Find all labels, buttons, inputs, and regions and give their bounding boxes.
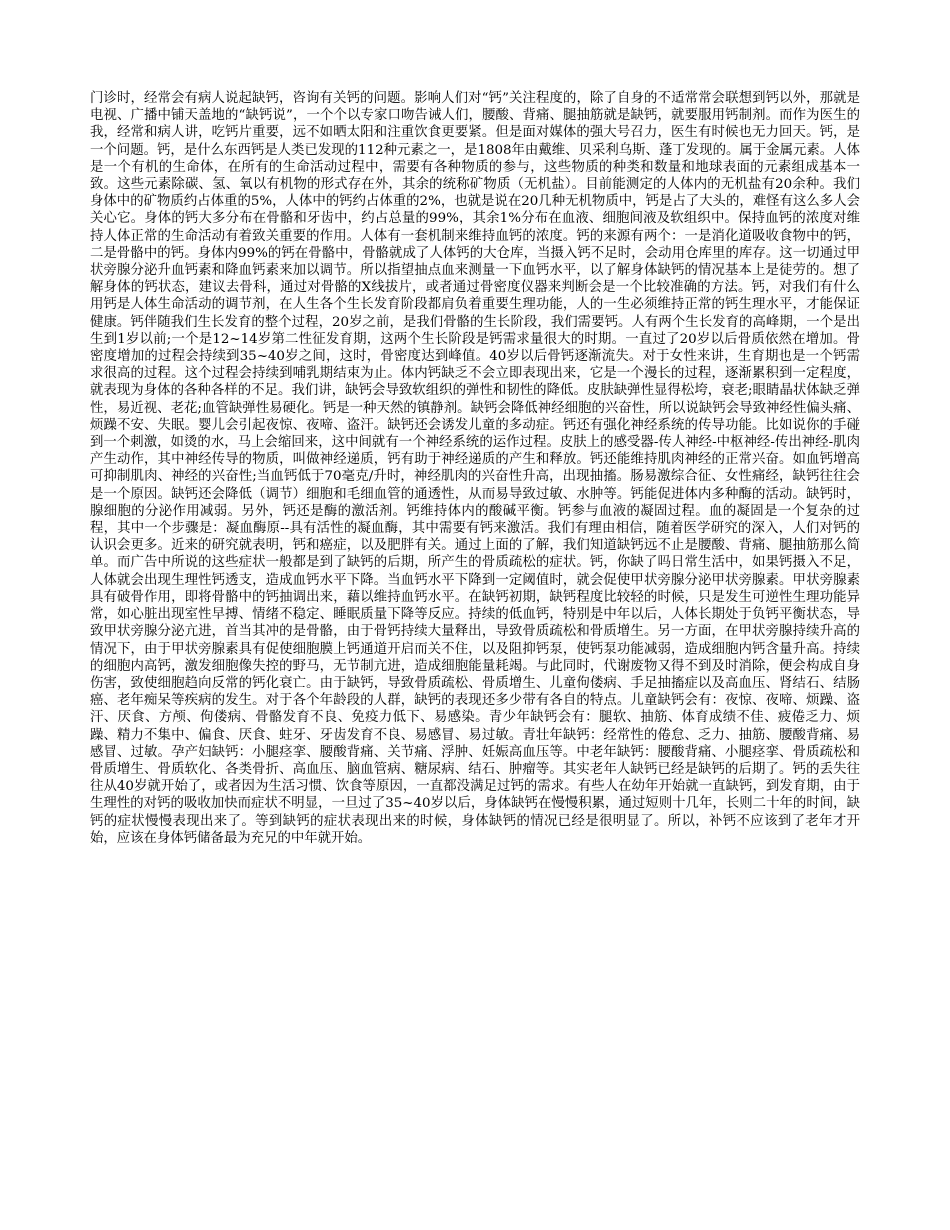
body-paragraph: 门诊时，经常会有病人说起缺钙，咨询有关钙的问题。影响人们对“钙”关注程度的，除了自身的不适常常会联想到钙以外，那就是电视、广播中铺天盖地的“缺钙说”，一个个以专家口吻告诫人们，腰酸、背痛、腿抽筋就是缺钙，就要服用钙制剂。而作为医生的我，经常和病人讲，吃钙片重要，远不如晒太阳和注重饮食更要紧。但是面对媒体的强大号召力，医生有时候也无力回天。钙，是一个问题。钙，是什么东西钙是人类已发现的112种元素之一，是1808年由戴维、贝采利乌斯、蓬丁发现的。属于金属元素。人体是一个有机的生命体，在所有的生命活动过程中，需要有各种物质的参与，这些物质的种类和数量和地球表面的元素组成基本一致。这些元素除碳、氢、氧以有机物的形式存在外，其余的统称矿物质（无机盐）。目前能测定的人体内的无机盐有20余种。我们身体中的矿物质约占体重的5%，人体中的钙约占体重的2%，也就是说在20几种无机物质中，钙是占了大头的，难怪有这么多人会关心它。身体的钙大多分布在骨骼和牙齿中，约占总量的99%，其余1%分布在血液、细胞间液及软组织中。保持血钙的浓度对维持人体正常的生命活动有着致关重要的作用。人体有一套机制来维持血钙的浓度。钙的来源有两个：一是消化道吸收食物中的钙，二是骨骼中的钙。身体内99%的钙在骨骼中，骨骼就成了人体钙的大仓库，当摄入钙不足时，会动用仓库里的库存。这一切通过甲状旁腺分泌升血钙素和降血钙素来加以调节。所以指望抽点血来测量一下血钙水平，以了解身体缺钙的情况基本上是徒劳的。想了解身体的钙状态，建议去骨科，通过对骨骼的X线拔片，或者通过骨密度仪器来判断会是一个比较准确的方法。钙，对我们有什么用钙是人体生命活动的调节剂，在人生各个生长发育阶段都肩负着重要生理功能，人的一生必须维持正常的钙生理水平，才能保证健康。钙伴随我们生长发育的整个过程，20岁之前，是我们骨骼的生长阶段，我们需要钙。人有两个生长发育的高峰期，一个是出生到1岁以前;一个是12~14岁第二性征发育期，这两个生长阶段是钙需求量很大的时期。一直过了20岁以后骨质依然在增加。骨密度增加的过程会持续到35~40岁之间，这时，骨密度达到峰值。40岁以后骨钙逐渐流失。对于女性来讲，生育期也是一个钙需求很高的过程。这个过程会持续到哺乳期结束为止。体内钙缺乏不会立即表现出来，它是一个漫长的过程，逐渐累积到一定程度，就表现为身体的各种各样的不足。我们讲，缺钙会导致软组织的弹性和韧性的降低。皮肤缺弹性显得松垮，衰老;眼睛晶状体缺乏弹性，易近视、老花;血管缺弹性易硬化。钙是一种天然的镇静剂。缺钙会降低神经细胞的兴奋性，所以说缺钙会导致神经性偏头痛、烦躁不安、失眠。婴儿会引起夜惊、夜啼、盗汗。缺钙还会诱发儿童的多动症。钙还有强化神经系统的传导功能。比如说你的手碰到一个刺激，如烫的水，马上会缩回来，这中间就有一个神经系统的运作过程。皮肤上的感受器-传人神经-中枢神经-传出神经-肌肉产生动作，其中神经传导的物质，叫做神经递质，钙有助于神经递质的产生和释放。钙还能维持肌肉神经的正常兴奋。如血钙增高可抑制肌肉、神经的兴奋性;当血钙低于70毫克/升时，神经肌肉的兴奋性升高，出现抽搐。肠易激综合征、女性痛经，缺钙往往会是一个原因。缺钙还会降低（调节）细胞和毛细血管的通透性，从而易导致过敏、水肿等。钙能促进体内多种酶的活动。缺钙时，腺细胞的分泌作用减弱。另外，钙还是酶的激活剂。钙维持体内的酸碱平衡。钙参与血液的凝固过程。血的凝固是一个复杂的过程，其中一个步骤是：凝血酶原--具有活性的凝血酶，其中需要有钙来激活。我们有理由相信，随着医学研究的深入，人们对钙的认识会更多。近来的研究就表明，钙和癌症，以及肥胖有关。通过上面的了解，我们知道缺钙远不止是腰酸、背痛、腿抽筋那么简单。而广告中所说的这些症状一般都是到了缺钙的后期，所产生的骨质疏松的症状。钙，你缺了吗日常生活中，如果钙摄入不足，人体就会出现生理性钙透支，造成血钙水平下降。当血钙水平下降到一定阈值时，就会促使甲状旁腺分泌甲状旁腺素。甲状旁腺素具有破骨作用，即将骨骼中的钙抽调出来，藉以维持血钙水平。在缺钙初期，缺钙程度比较轻的时候，只是发生可逆性生理功能异常，如心脏出现室性早搏、情绪不稳定、睡眠质量下降等反应。持续的低血钙，特别是中年以后，人体长期处于负钙平衡状态，导致甲状旁腺分泌亢进，首当其冲的是骨骼，由于骨钙持续大量释出，导致骨质疏松和骨质增生。另一方面，在甲状旁腺持续升高的情况下，由于甲状旁腺素具有促使细胞膜上钙通道开启而关不住，以及阻抑钙泵，使钙泵功能减弱，造成细胞内钙含量升高。持续的细胞内高钙，激发细胞像失控的野马，无节制亢进，造成细胞能量耗竭。与此同时，代谢废物又得不到及时消除，便会构成自身伤害，致使细胞趋向反常的钙化衰亡。由于缺钙，导致骨质疏松、骨质增生、儿童佝偻病、手足抽搐症以及高血压、肾结石、结肠癌、老年痴呆等疾病的发生。对于各个年龄段的人群，缺钙的表现还多少带有各自的特点。儿童缺钙会有：夜惊、夜啼、烦躁、盗汗、厌食、方颅、佝偻病、骨骼发育不良、免疫力低下、易感染。青少年缺钙会有：腿软、抽筋、体育成绩不佳、疲倦乏力、烦躁、精力不集中、偏食、厌食、蛀牙、牙齿发育不良、易感冒、易过敏。青壮年缺钙：经常性的倦怠、乏力、抽筋、腰酸背痛、易感冒、过敏。孕产妇缺钙：小腿痉挛、腰酸背痛、关节痛、浮肿、妊娠高血压等。中老年缺钙：腰酸背痛、小腿痉挛、骨质疏松和骨质增生、骨质软化、各类骨折、高血压、脑血管病、糖尿病、结石、肿瘤等。其实老年人缺钙已经是缺钙的后期了。钙的丢失往往从40岁就开始了，或者因为生活习惯、饮食等原因，一直都没满足过钙的需求。有些人在幼年开始就一直缺钙，到发育期，由于生理性的对钙的吸收加快而症状不明显，一旦过了35~40岁以后，身体缺钙在慢慢积累，通过短则十几年，长则二十年的时间，缺钙的症状慢慢表现出来了。等到缺钙的症状表现出来的时候，身体缺钙的情况已经是很明显了。所以，补钙不应该到了老年才开始，应该在身体钙储备最为充兄的中年就开始。 bbox=[90, 91, 860, 846]
